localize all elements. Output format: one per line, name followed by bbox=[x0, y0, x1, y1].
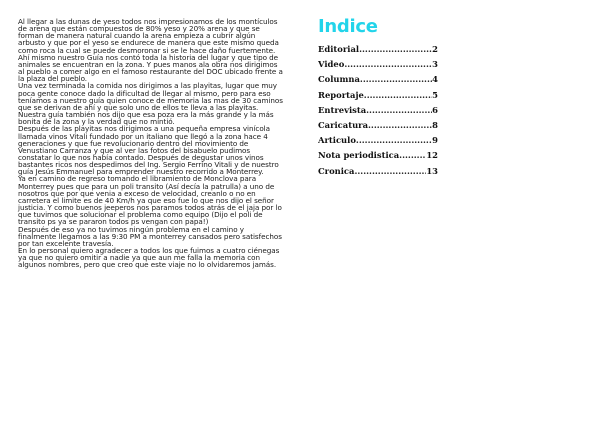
paragraph-playitas: Una vez terminada la comida nos dirigimos a las playitas, lugar que muy poca gente conoce dado la dificultad de llegar al mismo, pero para eso teníamos a nuestro guía quien conoce de memoria las mas de 30 caminos que se derivan de ahí y que solo uno de ellos te lleva a las playitas. Nuestra guía también nos dijo que esa poza era la más grande y la más bonita de la zona y la verdad que no mintió. bbox=[18, 81, 283, 127]
paragraph-dunas: Al llegar a las dunas de yeso todos nos impresionamos de los montículos de arena que están compuestos de 80% yeso y 20% arena y que se forman de manera natural cuando la arena empieza a cubrir algún arbusto y que por el yeso se endurece de manera que este mismo queda como roca la cual se puede desmoronar si se le hace daño fuertemente. bbox=[18, 17, 279, 55]
toc-leader bbox=[399, 148, 426, 163]
article-text bbox=[18, 18, 284, 268]
toc-item-cronica[interactable] bbox=[318, 164, 438, 179]
toc-page: 5 bbox=[432, 89, 438, 100]
toc-leader bbox=[368, 118, 432, 133]
toc-page: 2 bbox=[432, 44, 438, 54]
toc-page: 3 bbox=[432, 59, 438, 70]
toc-leader bbox=[360, 72, 432, 87]
index-title: Indice bbox=[318, 16, 378, 37]
toc-item-articulo[interactable] bbox=[318, 133, 438, 148]
toc-item-columna[interactable] bbox=[318, 72, 438, 87]
toc-leader bbox=[356, 133, 432, 148]
toc-item-entrevista[interactable] bbox=[318, 103, 438, 118]
paragraph-guia: Ahí mismo nuestro Guía nos contó toda la historia del lugar y que tipo de animales se encuentran en la zona. Y pues manos ala obra nos dirigimos al pueblo a comer algo en el famoso restaurante del DOC ubicado frente a la plaza del pueblo. bbox=[18, 52, 283, 84]
toc-label: Cronica bbox=[318, 165, 355, 176]
toc-page: 13 bbox=[426, 165, 438, 176]
toc-item-reportaje[interactable] bbox=[318, 88, 438, 103]
toc-label: Articulo bbox=[318, 135, 356, 146]
toc-leader bbox=[354, 164, 426, 179]
index-panel bbox=[318, 16, 438, 179]
toc-label: Video bbox=[318, 59, 345, 70]
toc-leader bbox=[359, 42, 432, 57]
toc-leader bbox=[366, 103, 432, 118]
toc-page: 12 bbox=[426, 150, 438, 161]
toc-page: 8 bbox=[432, 119, 438, 130]
toc-label: Nota periodistica bbox=[318, 150, 400, 161]
toc-item-video[interactable] bbox=[318, 57, 438, 72]
toc-page: 9 bbox=[432, 135, 438, 146]
toc-label: Entrevista bbox=[318, 104, 367, 115]
paragraph-agradecimiento: En lo personal quiero agradecer a todos los que fuimos a cuatro ciénegas ya que no quiero omitir a nadie ya que aun me falla la memoria con algunos nombres, pero que creo que este viaje no lo olvidaremos jamás. bbox=[18, 246, 280, 270]
toc-leader bbox=[364, 88, 432, 103]
paragraph-llegada: Después de eso ya no tuvimos ningún problema en el camino y finalmente llegamos a las 9:30 PM a monterrey cansados pero satisfechos por tan excelente travesía. bbox=[18, 224, 282, 248]
toc-label: Editorial bbox=[318, 44, 360, 54]
paragraph-vinos: Después de las playitas nos dirigimos a una pequeña empresa vinícola llamada vinos Vitali fundado por un italiano que llegó a la zona hace 4 generaciones y que fue revolucionario dentro del movimiento de Venustiano Carranza y que al ver las fotos del bisabuelo pudimos constatar lo que nos había contado. Después de degustar unos vinos bastantes ricos nos despedimos del Ing. Sergio Ferrino Vitali y de nuestro guía Jesús Emmanuel para emprender nuestro recorrido a Monterrey. bbox=[18, 124, 279, 177]
toc-label: Columna bbox=[318, 74, 360, 85]
table-of-contents bbox=[318, 42, 438, 179]
toc-page: 4 bbox=[432, 74, 438, 85]
toc-page: 6 bbox=[432, 104, 438, 115]
toc-label: Caricatura bbox=[318, 119, 369, 130]
toc-item-editorial[interactable] bbox=[318, 42, 438, 57]
toc-item-caricatura[interactable] bbox=[318, 118, 438, 133]
toc-leader bbox=[344, 57, 432, 72]
toc-item-nota-periodistica[interactable] bbox=[318, 148, 438, 163]
toc-label: Reportaje bbox=[318, 89, 364, 100]
paragraph-regreso: Ya en camino de regreso tomando el libramiento de Monclova para Monterrey pues que para un poli transito (Así decía la patrulla) a uno de nosotros que por que venia a exceso de velocidad, creanlo o no en carretera el limite es de 40 Km/h ya que eso fue lo que nos dijo el señor justicia. Y como buenos jeeperos nos paramos todos atrás de el jaja por lo que tuvimos que solucionar el problema como equipo (Dijo el poli de transito ps ya se pararon todos ps vengan con papa!) bbox=[18, 174, 282, 227]
